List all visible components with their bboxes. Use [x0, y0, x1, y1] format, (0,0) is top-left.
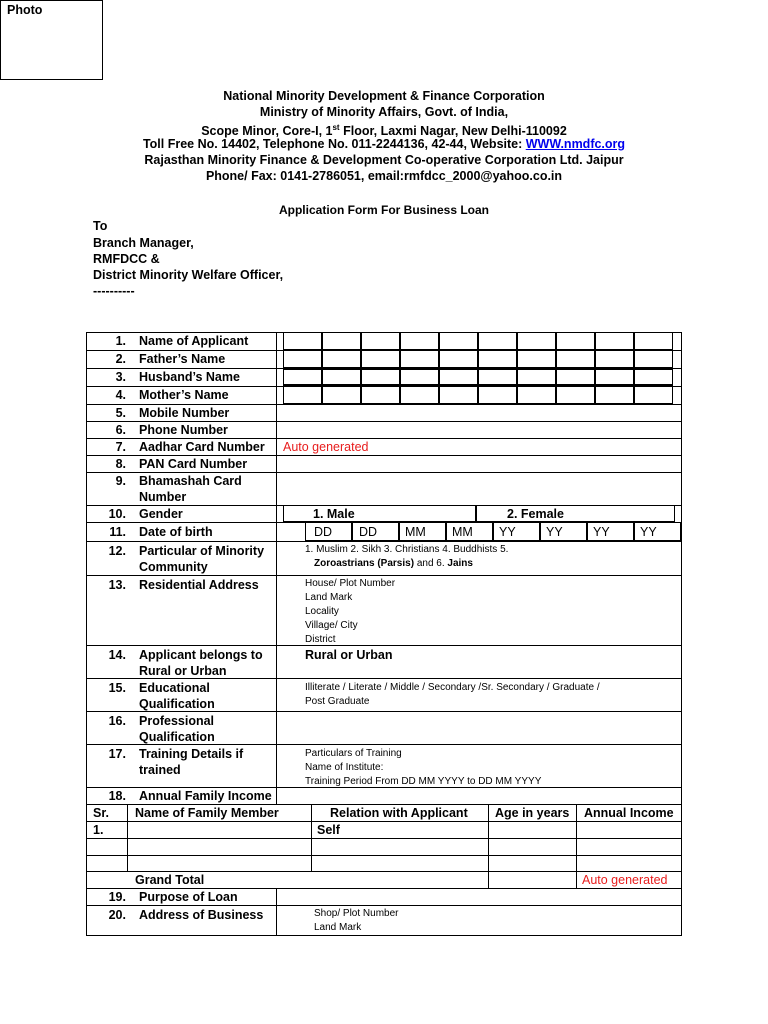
state-contact-line: Phone/ Fax: 0141-2786051, email:rmfdcc_2000@yahoo.co.in [205, 169, 563, 183]
mother-name-boxes[interactable] [283, 386, 673, 404]
family-header-age: Age in years [495, 806, 570, 820]
family-header-relation: Relation with Applicant [330, 806, 468, 820]
label-business-address: Address of Business [139, 908, 264, 922]
website-link[interactable]: WWW.nmdfc.org [525, 137, 626, 151]
label-bhamashah: Bhamashah Card [139, 474, 242, 488]
label-training: Training Details if [139, 747, 244, 761]
dob-cell: DD [359, 525, 378, 539]
label-residential-address: Residential Address [139, 578, 259, 592]
gender-female-box[interactable] [476, 505, 675, 522]
training-period: Training Period From DD MM YYYY to DD MM YYYY [305, 776, 542, 787]
addressee-rmfdcc: RMFDCC & [93, 252, 160, 266]
family-header-income: Annual Income [584, 806, 674, 820]
label-minority: Particular of Minority [139, 544, 265, 558]
form-title: Application Form For Business Loan [278, 203, 490, 217]
address-line-district: District [305, 634, 336, 645]
business-address-landmark: Land Mark [314, 922, 362, 933]
label-bhamashah-2: Number [139, 490, 187, 504]
training-particulars: Particulars of Training [305, 748, 402, 759]
field-num: 16. [108, 714, 126, 728]
addressee-officer: District Minority Welfare Officer, [93, 268, 284, 282]
minority-options-1: 1. Muslim 2. Sikh 3. Christians 4. Buddhists 5. [305, 544, 509, 555]
gender-male-box[interactable] [283, 505, 476, 522]
field-num: 18. [108, 789, 126, 803]
dob-cell: YY [546, 525, 563, 539]
label-professional: Professional [139, 714, 215, 728]
field-num: 4. [115, 388, 126, 402]
address-line-house: House/ Plot Number [305, 578, 396, 589]
family-header-name: Name of Family Member [135, 806, 279, 820]
label-mother-name: Mother’s Name [139, 388, 229, 402]
contact-line: Toll Free No. 14402, Telephone No. 011-2244136, 42-44, Website: WWW.nmdfc.org [142, 137, 626, 151]
field-num: 13. [108, 578, 126, 592]
label-education-2: Qualification [139, 697, 215, 711]
label-father-name: Father’s Name [139, 352, 226, 366]
field-num: 14. [108, 648, 126, 662]
rural-urban-value[interactable]: Rural or Urban [305, 648, 393, 662]
field-num: 17. [108, 747, 126, 761]
label-applicant-name: Name of Applicant [139, 334, 249, 348]
label-phone: Phone Number [139, 423, 228, 437]
education-options-2: Post Graduate [305, 696, 370, 707]
father-name-boxes[interactable] [283, 350, 673, 368]
label-education: Educational [139, 681, 210, 695]
dob-cell: DD [314, 525, 333, 539]
label-professional-2: Qualification [139, 730, 215, 744]
field-num: 2. [115, 352, 126, 366]
label-gender: Gender [139, 507, 183, 521]
dob-cell: YY [640, 525, 657, 539]
field-num: 6. [115, 423, 126, 437]
minority-options-2: Zoroastrians (Parsis) and 6. Jains [314, 558, 473, 569]
family-header-sr: Sr. [93, 806, 109, 820]
dob-cell: MM [405, 525, 426, 539]
addressee-branch: Branch Manager, [93, 236, 194, 250]
training-institute: Name of Institute: [305, 762, 384, 773]
ministry-line: Ministry of Minority Affairs, Govt. of India, [259, 105, 509, 119]
org-name: National Minority Development & Finance Corporation [223, 89, 545, 103]
field-num: 1. [115, 334, 126, 348]
state-corp-line: Rajasthan Minority Finance & Development Co-operative Corporation Ltd. Jaipur [144, 153, 624, 167]
label-husband-name: Husband’s Name [139, 370, 240, 384]
address-line: Scope Minor, Core-I, 1st Floor, Laxmi Nagar, New Delhi-110092 [201, 123, 567, 139]
field-num: 9. [115, 474, 126, 488]
addressee-to: To [93, 219, 108, 233]
applicant-name-boxes[interactable] [283, 332, 673, 350]
family-row1-relation: Self [317, 823, 340, 837]
label-minority-2: Community [139, 560, 208, 574]
field-num: 8. [115, 457, 126, 471]
label-training-2: trained [139, 763, 181, 777]
address-line-village: Village/ City [305, 620, 358, 631]
address-line-landmark: Land Mark [305, 592, 353, 603]
address-line-locality: Locality [305, 606, 339, 617]
addressee-dashes: ---------- [93, 284, 135, 298]
gender-male-label: 1. Male [313, 507, 355, 521]
field-num: 12. [108, 544, 126, 558]
field-num: 15. [108, 681, 126, 695]
label-mobile: Mobile Number [139, 406, 230, 420]
business-address-shop: Shop/ Plot Number [314, 908, 399, 919]
education-options-1: Illiterate / Literate / Middle / Secondary /Sr. Secondary / Graduate / [305, 682, 600, 693]
dob-cell: YY [593, 525, 610, 539]
photo-label: Photo [7, 3, 43, 17]
family-row1-sr: 1. [93, 823, 104, 837]
field-num: 11. [109, 525, 126, 539]
field-num: 10. [108, 507, 126, 521]
label-dob: Date of birth [139, 525, 213, 539]
label-rural-urban: Applicant belongs to [139, 648, 263, 662]
grand-total-value: Auto generated [582, 873, 668, 887]
label-purpose: Purpose of Loan [139, 890, 238, 904]
photo-box[interactable] [0, 0, 103, 80]
field-num: 7. [115, 440, 126, 454]
husband-name-boxes[interactable] [283, 368, 673, 386]
label-pan: PAN Card Number [139, 457, 248, 471]
field-num: 20. [108, 908, 126, 922]
field-num: 3. [115, 370, 126, 384]
aadhar-value: Auto generated [283, 440, 369, 454]
dob-cell: YY [499, 525, 516, 539]
gender-female-label: 2. Female [507, 507, 564, 521]
label-annual-income: Annual Family Income [139, 789, 272, 803]
label-rural-urban-2: Rural or Urban [139, 664, 227, 678]
field-num: 5. [115, 406, 126, 420]
label-aadhar: Aadhar Card Number [139, 440, 265, 454]
dob-boxes[interactable] [305, 522, 681, 541]
field-num: 19. [108, 890, 126, 904]
grand-total-label: Grand Total [135, 873, 205, 887]
dob-cell: MM [452, 525, 473, 539]
